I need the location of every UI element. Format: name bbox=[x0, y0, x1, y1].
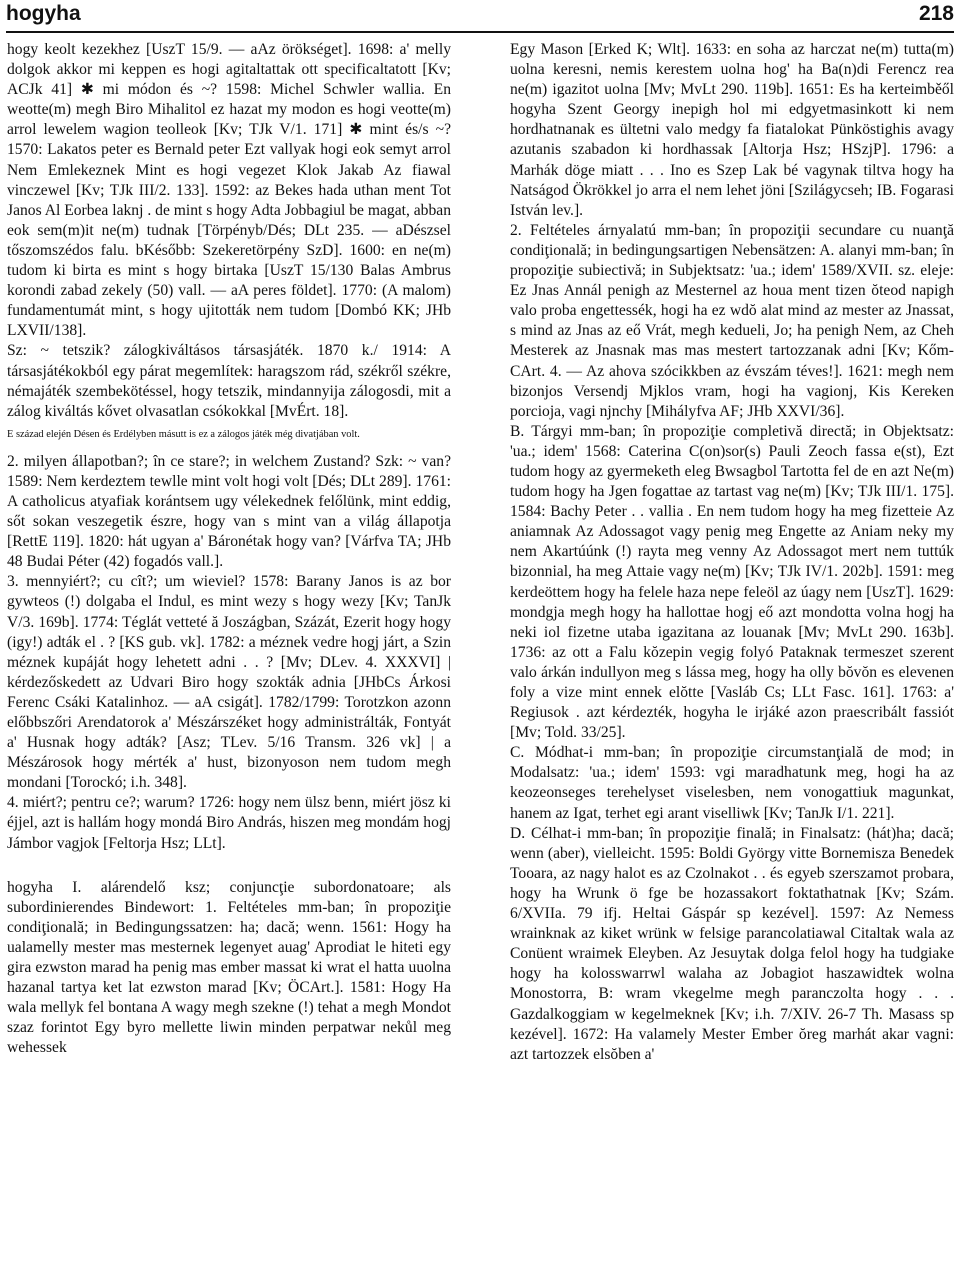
entry-paragraph: D. Célhat-i mm-ban; în propoziţie finală; in Finalsatz: (hát)ha; dacă; wenn (aber), vielleicht. 1595: Boldi György vitte Bornemisza Benedek Tooara, az nagy halot es az Czolnakot . . és egyeb szerszamot probara, hogy ha Wrunk ö fge be hozassakort foktathatnak [Kv; Szám. 6/XVIIa. 79 ifj. Heltai Gáspár sp kezével]. 1597: Az Nemess wrainknak az kiket wrünk w felsige parancolatiawal Citaltak wala az Conüent wraimek Eleyben. Az Jesuytak dolga felol hogy ha tudgiake hogy ha kolosswarrwl walaha az Jobagiot haszawidtek wolna Monostorra, B: wram vkegelme megh paranczolta hogy . . . Gazdalkoggiam w kegelmeknek [Kv; i.h. 7/XIV. 26-7 Th. Masass sp kezével]. 1672: Ha valamely Mester Ember ŏreg marhát akar vagni: azt tartozzek elsŏben a' bbox=[510, 824, 954, 1063]
entry-paragraph: Egy Mason [Erked K; Wlt]. 1633: en soha az harczat ne(m) tutta(m) uolna keresni, nemis kerestem uolna hog' ha Ba(n)di Ferencz rea ne(m) igazitot uolna [Mv; MvLt 290. 119b]. 1651: Es ha kerteimběől hogyha Szent Georgy inepigh hol mi edgyetmasinkott ki nem hordhatnanak es ültetni valo medgy fa fiatalokat Pünköstighis avagy azutanis szabadon ki hordhassak [Altorja Hsz; HSzjP]. 1796: a Marhák döge miatt . . . Ino es Szep Lak bé vagynak tiltva hogy ha Natságod Ökrökkel jo arra el nem lehet jöni [Szilágycseh; IB. Fogarasi István lev.]. bbox=[510, 41, 954, 219]
header-rule bbox=[6, 31, 954, 33]
entry-paragraph: hogyha I. alárendelő ksz; conjuncţie subordonatoare; als subordinierendes Bindewort: 1. Feltételes mm-ban; în propoziţie condiţională; in Bedingungssatzen: ha; dacă; wenn. 1561: Hogy ha ualamelly mester mas mesternek legenyet auag' Aprodiat le hiteti egy gira ezwston marad ha penig mas ember massat ki wrat el hatta uuolna hazanal tartya ket lat ezwston marad [Kv; ÖCArt.]. 1581: Hogy Ha wala mellyk fel bontana A wagy megh szekne (!) tehat a megh Mondot szaz forintot Egy byro mellette liwin minden perpatwar nekůl meg wehessek bbox=[7, 878, 451, 1057]
right-column bbox=[510, 40, 954, 1065]
entry-paragraph: 2. milyen állapotban?; în ce stare?; in welchem Zustand? Szk: ~ van? 1589: Nem kerdeztem tewlle mint volt hogi volt [Dés; DLt 289]. 1761: A catholicus atyafiak korántsem ugy vélekednek felőlünk, mint eddig, sőt sokan veszegetik észre, hogy van s mint van a világ állapotja [RettE 119]. 1820: hát ugyan a' Báronétak hogy van? [Várfva TA; JHb 48 Budai Péter (42) fogadós vall.]. bbox=[7, 452, 451, 571]
entry-paragraph: C. Módhat-i mm-ban; în propoziţie circumstanţială de mod; in Modalsatz: 'ua.; idem' 1593: vgi maradhatunk meg, hogi ha az keozeonseges terehelyset viselesben, nem vonogattiuk magunkat, hanem az Igat, terhet egi arant viselliwk [Kv; TanJk I/1. 221]. bbox=[510, 744, 954, 822]
editorial-note: E század elején Désen és Erdélyben másutt is ez a zálogos játék még divatjában volt. bbox=[7, 428, 360, 440]
entry-separator bbox=[7, 854, 451, 878]
entry-paragraph: 4. miért?; pentru ce?; warum? 1726: hogy nem ülsz benn, miért jösz ki éjjel, azt is hallám hogy mondá Biro András, hiszen meg mondám hogj Jámbor vagjok [Feltorja Hsz; LLt]. bbox=[7, 794, 451, 852]
running-headword: hogyha bbox=[6, 2, 81, 25]
page-number: 218 bbox=[918, 2, 954, 25]
left-column bbox=[7, 40, 451, 1059]
entry-paragraph: hogy keolt kezekhez [UszT 15/9. — aAz örökséget]. 1698: a' melly dolgok akkor mi keppen es hogi agitaltattak ott specificaltatott [Kv; ACJk 41] ✱ mi módon és ~? 1598: Michel Schwler wallia. En weotte(m) megh Biro Mihalitol ez hazat my modon es hogi veotte(m) arrol lewelem wagion teolleok [Kv; TJk V/1. 171] ✱ mint és/s ~? 1570: Lakatos peter es Bernald peter Ezt vallyak hogi eok semyt arrol Nem Emlekeznek Mint es hogi vegezet Klok Jakab Az fiawal vinczewel [Kv; TJk III/2. 133]. 1592: az Bekes hada uthan ment Tot Janos Al Eorbea laknj . de mint s hogy Adta Jobbagiul be magat, abban eok sem(m)it ne(m) tudnak [Törpényb/Dés; DLt 235. — aDészsel tőszomszédos falu. bKésőbb: Szekeretörpény SzD]. 1600: en ne(m) tudom ki birta es mint s hogy birtaka [UszT 15/130 Balas Ambrus korondi zabad zekely (50) vall. — aA peres földet]. 1770: (A malom) fundamentumát mint, s hogy ujitották nem tudom [Dombó KK; JHb LXVII/138]. bbox=[7, 41, 451, 340]
running-header bbox=[6, 0, 954, 30]
entry-paragraph: 3. mennyiért?; cu cît?; um wieviel? 1578: Barany Janos is az bor gywteos (!) dolgaba el Indul, es mint wezy s hogy wezy [Kv; TanJk V/3. 169b]. 1774: Téglát vetteté ă Joszágban, Százát, Ezerit hogy hogy (igy!) adták el . ? [KS gub. vk]. 1782: a méznek vedre hogj járt, a Szin méznek kupáját hogy lehetett adni . . ? [Mv; DLev. 4. XXXVI] | kérdezőskedett az Udvari Biro hogy szokták adnia [JHbCs Árkosi Ferenc Csáki Katalinhoz. — aA csigát]. 1782/1799: Torotzkon azonn előbbszőri Arendatorok a' Mészárszéket hogy administrálták, Fontyát a' Husnak hogy adták? [Asz; TLev. 5/16 Transm. 326 vk] | a Mészárosok hogy mérték a' hust, bizonyoson nem tudom megh mondani [Torockó; i.h. 348]. bbox=[7, 573, 451, 792]
entry-paragraph: Sz: ~ tetszik? zálogkiváltásos társasjáték. 1870 k./ 1914: A társasjátékokból egy párat megemlítek: haragszom rád, székről székre, némajáték szembekötéssel, hogy tetszik, mindannyija zálogosdi, mit a zálog kiváltás kővet olvasatlan csókokkal [MvÉrt. 18]. bbox=[7, 342, 451, 420]
entry-paragraph: B. Tárgyi mm-ban; în propoziţie completivă directă; in Objektsatz: 'ua.; idem' 1568: Caterina C(on)sor(s) Pauli Zeoch fassa e(st), Ezt tudom hogy az gyermeketh eleg Bwsagbol Tartotta fel de en azt Ne(m) tudom hogy ha Jgen fogattae az tartast vag ne(m) [Kv; TJk III/1. 175]. 1584: Bachy Peter . . vallia . En nem tudom hogy ha meg fizetteie Az aniamnak Az Adossagot vagy penig meg Engette az Aniam neky my nem Akartúúnk (!) rayta meg venny Az Adossagot mert nem tuttúk bizonnial, ha meg Attaie vagy ne(m) [Kv; TJk IV/1. 202b]. 1591: meg kerdeöttem hogy ha felele haza nepe feleöl az úagy nem [UszT]. 1629: mondgja megh hogy ha hallottae hogj eő azt mondotta volna hogj ha neki iol fizetne utaba igazitana az louanak [Mv; MvLt 290. 163b]. 1736: az ott a Falu kŏzepin vegig folyó Pataknak termeszet szerent valo árkán indullyon meg s lássa meg, hogy ha olly bŏvŏn es elevenen foly a vize mint ennek elŏtte [Vasláb Cs; LLt Fasc. 161]. 1763: a' Regiusok . azt kérdezték, hogyha le irjáké azon praescribált fassiót [Mv; Told. 33/25]. bbox=[510, 422, 954, 742]
entry-paragraph: 2. Feltételes árnyalatú mm-ban; în propoziţii secundare cu nuanţă condiţională; in bedingungsartigen Nebensätzen: A. alanyi mm-ban; în propoziţie subiectivă; in Subjektsatz: 'ua.; idem' 1589/XVII. sz. eleje: Ez Jnas Annál penigh az Mesternel az houa ment tizen ŏteod napigh valo proba engettessék, hogi ha ez wdŏ alat mind az mester az Jnassat, s mind az Jnas az eő Vrát, megh kedueli, Jo; ha penigh Nem, az Cheh Mesterek az Jnasnak mas mas mestert tartozzanak adni [Kv; Kőm-CArt. 4. — Az ahova szócikkben az évszám téves!]. 1621: megh nem bizonjos Versendj Mjklos vram, hogi ha vagionj, Kis Kereken porcioja, vagi njnchy [Mihályfva AF; JHb XXVI/36]. bbox=[510, 221, 954, 420]
